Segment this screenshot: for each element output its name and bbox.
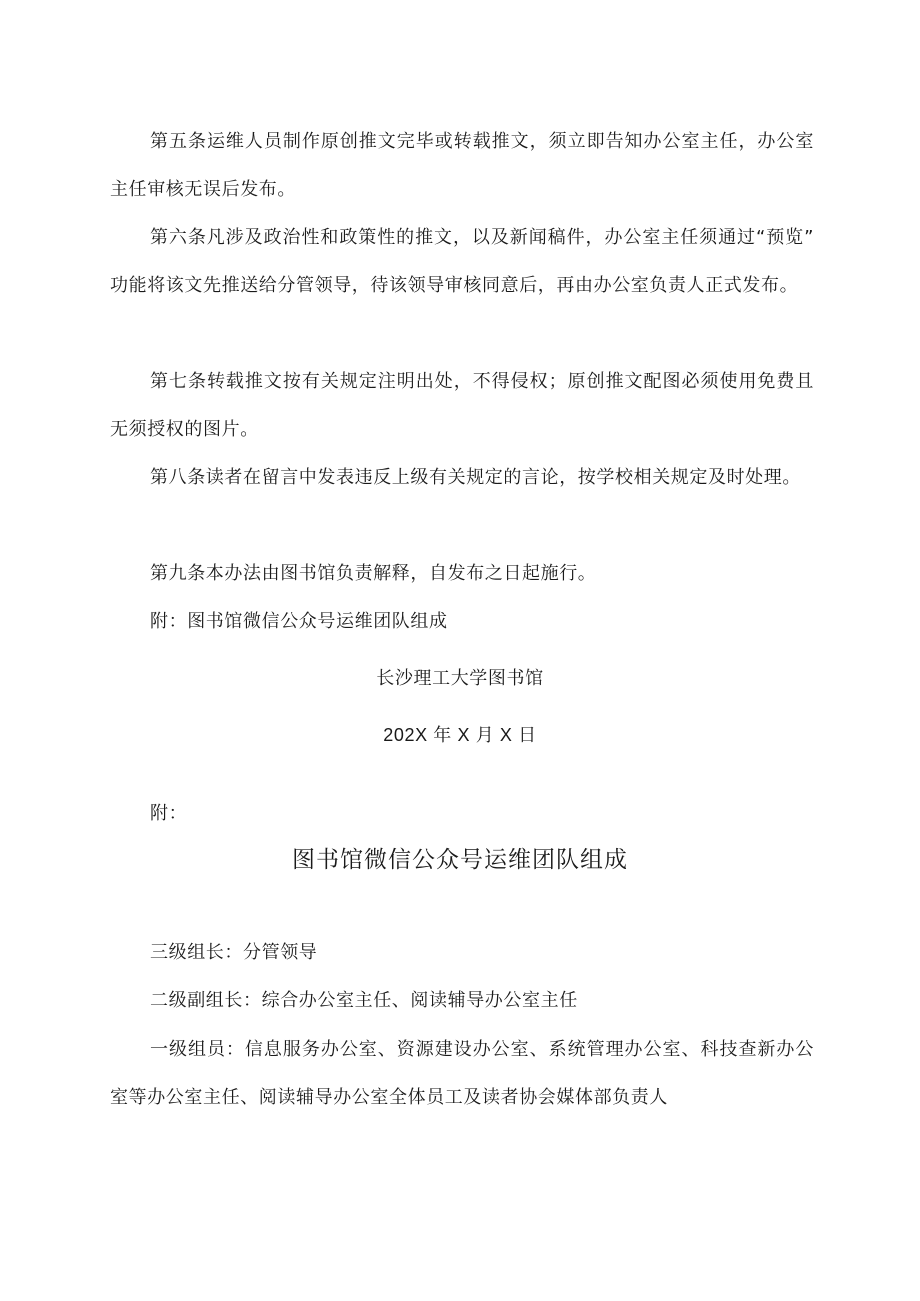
article-8: 第八条读者在留言中发表违反上级有关规定的言论，按学校相关规定及时处理。 [150, 467, 801, 488]
appendix-label: 附： [150, 803, 188, 824]
signature-date: 202X 年 X 月 X 日 [383, 725, 537, 745]
attachment-note: 附：图书馆微信公众号运维团队组成 [150, 611, 448, 632]
article-5: 第五条运维人员制作原创推文完毕或转载推文，须立即告知办公室主任，办公室主任审核无误后发布。 [110, 131, 814, 200]
signature-org: 长沙理工大学图书馆 [376, 668, 544, 689]
member-level-1: 一级组员：信息服务办公室、资源建设办公室、系统管理办公室、科技查新办公室等办公室主任、阅读辅导办公室全体员工及读者协会媒体部负责人 [110, 1039, 814, 1108]
member-level-3: 三级组长：分管领导 [150, 942, 318, 963]
member-level-2: 二级副组长：综合办公室主任、阅读辅导办公室主任 [150, 990, 578, 1011]
article-6: 第六条凡涉及政治性和政策性的推文，以及新闻稿件，办公室主任须通过“预览” 功能将该文先推送给分管领导，待该领导审核同意后，再由办公室负责人正式发布。 [110, 227, 814, 296]
article-9: 第九条本办法由图书馆负责解释，自发布之日起施行。 [150, 563, 597, 584]
article-7: 第七条转载推文按有关规定注明出处，不得侵权；原创推文配图必须使用免费且无须授权的图片。 [110, 371, 814, 440]
appendix-title: 图书馆微信公众号运维团队组成 [292, 847, 628, 873]
